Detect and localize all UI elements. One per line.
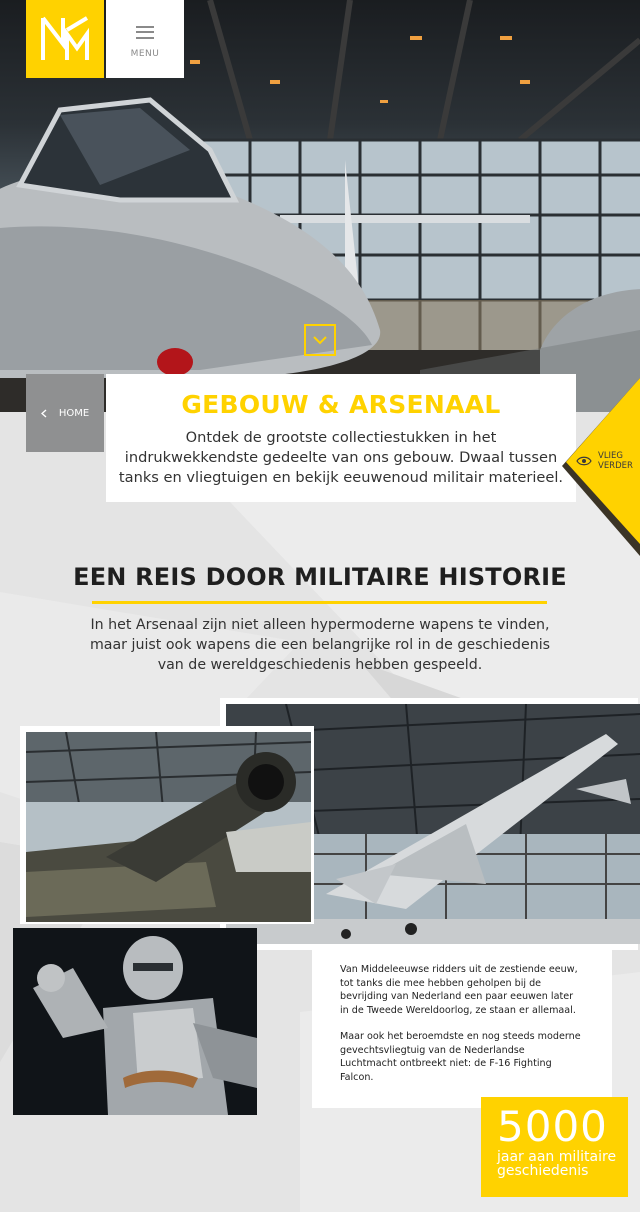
intro-text: Ontdek de grootste collectiestukken in het indrukwekkendste gedeelte van ons gebouw. Dwaal tussen tanks en vliegtuigen en bekijk eeuwenoud militair materieel. (118, 429, 564, 486)
menu-label: MENU (130, 48, 160, 59)
menu-button[interactable] (106, 0, 184, 78)
stat-number: 5000 (497, 1102, 608, 1151)
scroll-down-button[interactable] (304, 324, 336, 356)
fly-label-line1: VLIEG (598, 451, 624, 461)
home-button[interactable] (26, 374, 104, 452)
intro-card (106, 374, 576, 502)
stat-label-line1: jaar aan militaire (497, 1149, 617, 1165)
stat-box (481, 1097, 628, 1197)
tank-illustration (26, 732, 311, 922)
chevron-down-icon (313, 335, 327, 345)
section-underline (92, 601, 547, 604)
fly-label-line2: VERDER (598, 461, 633, 471)
description-paragraph-2: Maar ook het beroemdste en nog steeds moderne gevechtsvliegtuig van de Nederlandse Luchtmacht ontbreekt niet: de F-16 Fighting Falcon. (340, 1031, 581, 1083)
hamburger-icon (136, 26, 154, 39)
description-panel (312, 946, 612, 1108)
home-label: HOME (58, 407, 90, 419)
intro-title: GEBOUW & ARSENAAL (181, 390, 501, 419)
tank-photo (26, 732, 311, 922)
fly-further-button[interactable] (576, 451, 633, 471)
stat-label-line2: geschiedenis (497, 1163, 589, 1179)
chevron-left-icon (41, 409, 47, 418)
section-title: EEN REIS DOOR MILITAIRE HISTORIE (73, 563, 567, 591)
knight-photo (13, 928, 257, 1115)
logo-icon (39, 16, 91, 62)
knight-armor-illustration (13, 928, 257, 1115)
section-text: In het Arsenaal zijn niet alleen hypermoderne wapens te vinden, maar juist ook wapens die een belangrijke rol in de geschiedenis van de wereldgeschiedenis hebben gespeeld. (89, 617, 551, 673)
description-paragraph-1: Van Middeleeuwse ridders uit de zestiende eeuw, tot tanks die mee hebben geholpen bij de bevrijding van Nederland een paar eeuwen later in de Tweede Wereldoorlog, ze staan er allemaal. (340, 964, 578, 1016)
eye-icon (576, 456, 592, 466)
museum-logo[interactable] (26, 0, 104, 78)
